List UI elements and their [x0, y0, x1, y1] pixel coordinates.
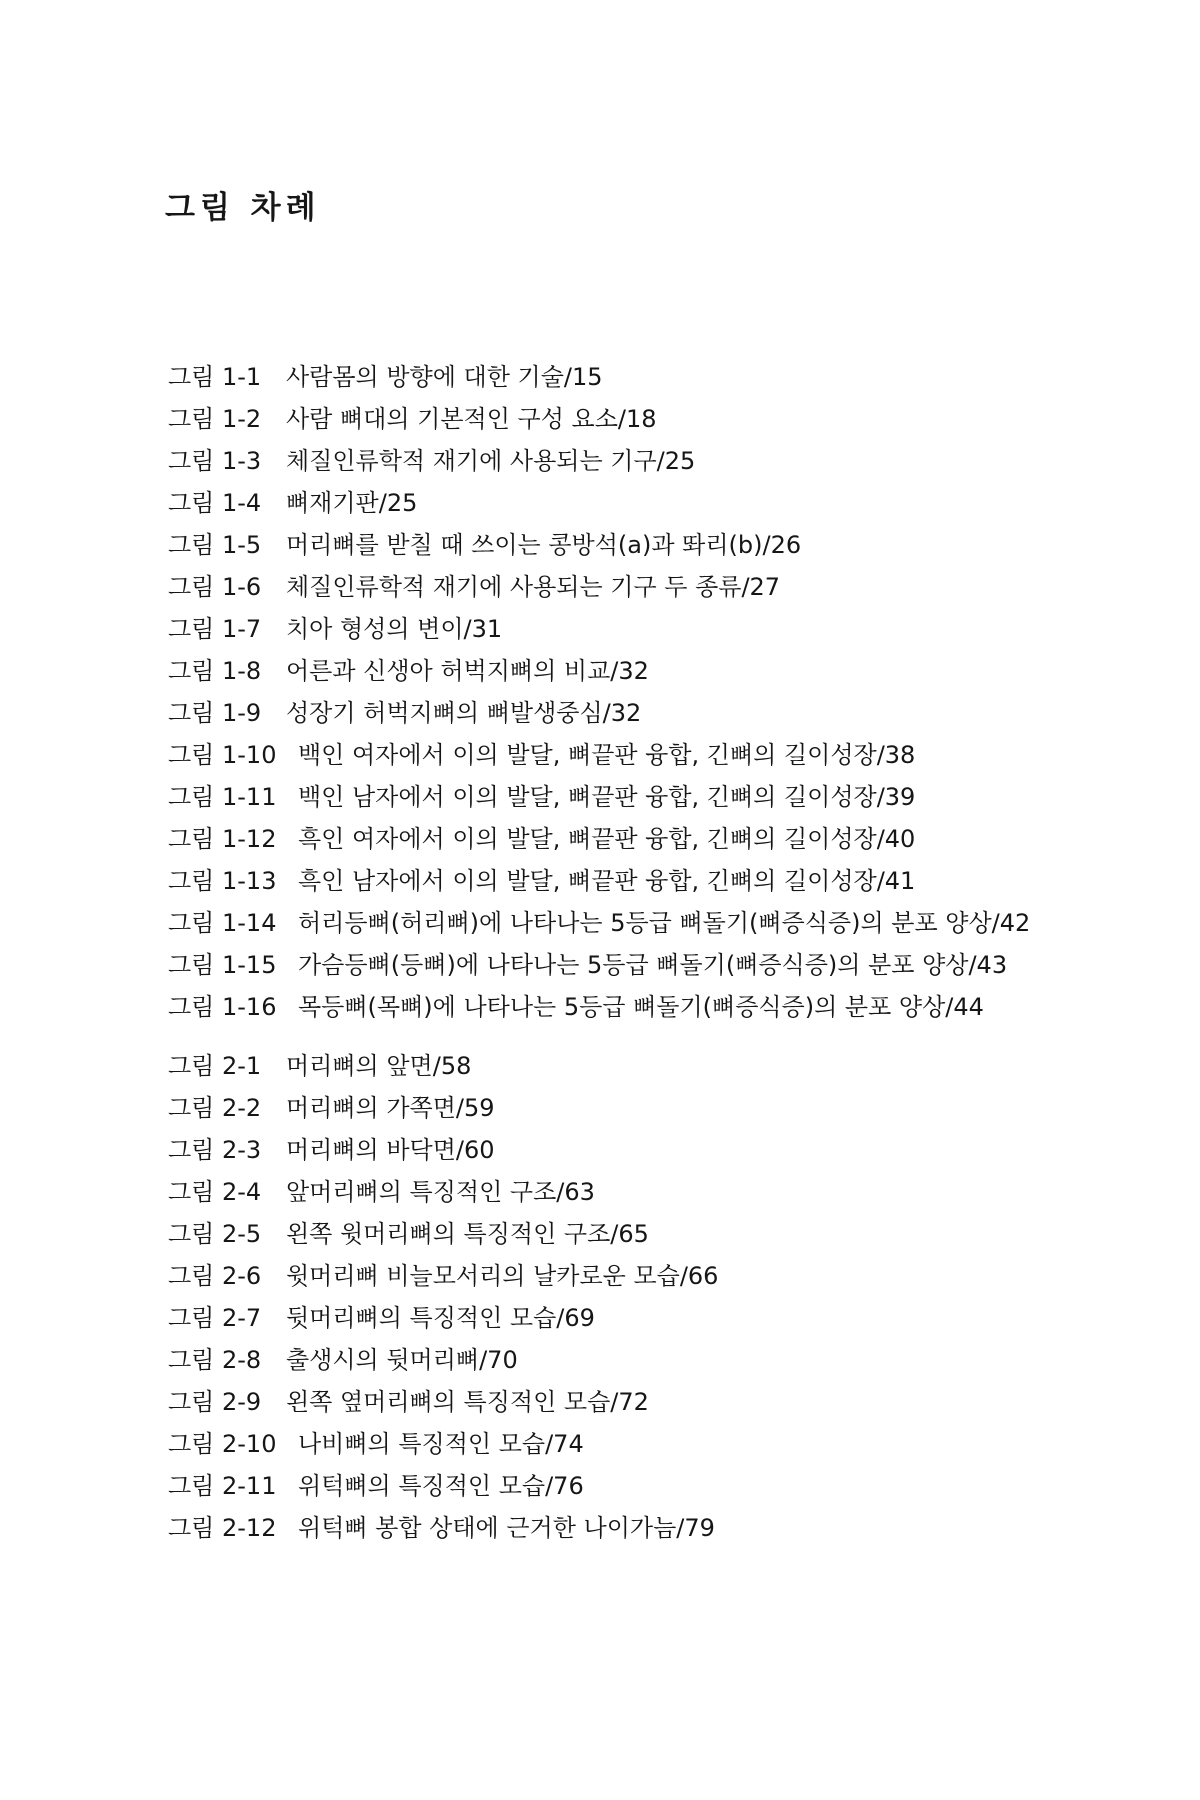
figure-number: 그림 1-12: [168, 825, 277, 853]
figure-entry: [168, 1129, 1128, 1171]
figure-caption: 목등뼈(목뼈)에 나타나는 5등급 뼈돌기(뼈증식증)의 분포 양상/44: [298, 993, 984, 1021]
figure-entry: [168, 818, 1128, 860]
figure-caption: 머리뼈의 앞면/58: [286, 1052, 472, 1080]
figure-number: 그림 2-10: [168, 1430, 277, 1458]
figure-entry: [168, 1297, 1128, 1339]
figure-caption: 백인 남자에서 이의 발달, 뼈끝판 융합, 긴뼈의 길이성장/39: [298, 783, 916, 811]
figure-entry: [168, 566, 1128, 608]
figure-number: 그림 2-1: [168, 1052, 262, 1080]
figure-entry: [168, 902, 1128, 944]
figure-number: 그림 1-8: [168, 657, 262, 685]
figure-caption: 뼈재기판/25: [286, 489, 418, 517]
figure-caption: 출생시의 뒷머리뼈/70: [286, 1346, 518, 1374]
figure-entry: [168, 608, 1128, 650]
figure-caption: 흑인 여자에서 이의 발달, 뼈끝판 융합, 긴뼈의 길이성장/40: [298, 825, 916, 853]
figure-entry: [168, 734, 1128, 776]
figure-number: 그림 2-6: [168, 1262, 262, 1290]
figure-entry: [168, 692, 1128, 734]
figure-number: 그림 2-4: [168, 1178, 262, 1206]
figure-entry: [168, 398, 1128, 440]
figure-number: 그림 2-5: [168, 1220, 262, 1248]
figure-entry: [168, 356, 1128, 398]
figure-number: 그림 2-2: [168, 1094, 262, 1122]
figure-entry: [168, 1045, 1128, 1087]
figure-caption: 윗머리뼈 비늘모서리의 날카로운 모습/66: [286, 1262, 719, 1290]
figure-caption: 어른과 신생아 허벅지뼈의 비교/32: [286, 657, 649, 685]
figure-number: 그림 2-3: [168, 1136, 262, 1164]
figure-number: 그림 2-9: [168, 1388, 262, 1416]
figure-caption: 나비뼈의 특징적인 모습/74: [298, 1430, 584, 1458]
figure-number: 그림 1-2: [168, 405, 262, 433]
figure-caption: 백인 여자에서 이의 발달, 뼈끝판 융합, 긴뼈의 길이성장/38: [298, 741, 916, 769]
figure-entry: [168, 986, 1128, 1028]
figure-caption: 앞머리뼈의 특징적인 구조/63: [286, 1178, 595, 1206]
figure-caption: 왼쪽 옆머리뼈의 특징적인 모습/72: [286, 1388, 649, 1416]
figure-number: 그림 1-3: [168, 447, 262, 475]
figure-entry: [168, 1507, 1128, 1549]
figure-caption: 사람몸의 방향에 대한 기술/15: [286, 363, 603, 391]
figure-entry: [168, 1381, 1128, 1423]
figure-entry: [168, 1423, 1128, 1465]
figure-caption: 가슴등뼈(등뼈)에 나타나는 5등급 뼈돌기(뼈증식증)의 분포 양상/43: [298, 951, 1008, 979]
figure-caption: 체질인류학적 재기에 사용되는 기구 두 종류/27: [286, 573, 781, 601]
figure-entry: [168, 1171, 1128, 1213]
figure-number: 그림 1-15: [168, 951, 277, 979]
figure-number: 그림 2-8: [168, 1346, 262, 1374]
figure-number: 그림 1-1: [168, 363, 262, 391]
figure-caption: 위턱뼈의 특징적인 모습/76: [298, 1472, 584, 1500]
figure-caption: 체질인류학적 재기에 사용되는 기구/25: [286, 447, 696, 475]
figure-caption: 뒷머리뼈의 특징적인 모습/69: [286, 1304, 595, 1332]
figure-number: 그림 2-11: [168, 1472, 277, 1500]
figure-number: 그림 1-13: [168, 867, 277, 895]
figure-number: 그림 1-5: [168, 531, 262, 559]
figure-caption: 치아 형성의 변이/31: [286, 615, 503, 643]
figure-entry: [168, 1087, 1128, 1129]
figure-number: 그림 1-9: [168, 699, 262, 727]
figure-caption: 성장기 허벅지뼈의 뼈발생중심/32: [286, 699, 642, 727]
figure-entry: [168, 1255, 1128, 1297]
figure-number: 그림 1-7: [168, 615, 262, 643]
figure-number: 그림 2-12: [168, 1514, 277, 1542]
figure-entry: [168, 860, 1128, 902]
figure-entry: [168, 440, 1128, 482]
figure-caption: 허리등뼈(허리뼈)에 나타나는 5등급 뼈돌기(뼈증식증)의 분포 양상/42: [298, 909, 1031, 937]
figure-number: 그림 2-7: [168, 1304, 262, 1332]
page-title: 그림 차례: [165, 190, 321, 226]
figure-caption: 왼쪽 윗머리뼈의 특징적인 구조/65: [286, 1220, 649, 1248]
figure-caption: 흑인 남자에서 이의 발달, 뼈끝판 융합, 긴뼈의 길이성장/41: [298, 867, 916, 895]
figure-caption: 머리뼈의 바닥면/60: [286, 1136, 495, 1164]
figure-number: 그림 1-4: [168, 489, 262, 517]
figure-number: 그림 1-11: [168, 783, 277, 811]
figure-caption: 사람 뼈대의 기본적인 구성 요소/18: [286, 405, 657, 433]
figure-entry: [168, 776, 1128, 818]
figure-caption: 머리뼈의 가쪽면/59: [286, 1094, 495, 1122]
figure-number: 그림 1-10: [168, 741, 277, 769]
figure-entry: [168, 482, 1128, 524]
figure-list-chapter-1: [168, 356, 1128, 1028]
figure-entry: [168, 1213, 1128, 1255]
figure-entry: [168, 1339, 1128, 1381]
figure-list-chapter-2: [168, 1045, 1128, 1549]
figure-caption: 머리뼈를 받칠 때 쓰이는 콩방석(a)과 똬리(b)/26: [286, 531, 802, 559]
figure-entry: [168, 1465, 1128, 1507]
figure-number: 그림 1-14: [168, 909, 277, 937]
figure-caption: 위턱뼈 봉합 상태에 근거한 나이가늠/79: [298, 1514, 715, 1542]
figure-number: 그림 1-6: [168, 573, 262, 601]
figure-entry: [168, 524, 1128, 566]
figure-number: 그림 1-16: [168, 993, 277, 1021]
figure-entry: [168, 944, 1128, 986]
figure-entry: [168, 650, 1128, 692]
